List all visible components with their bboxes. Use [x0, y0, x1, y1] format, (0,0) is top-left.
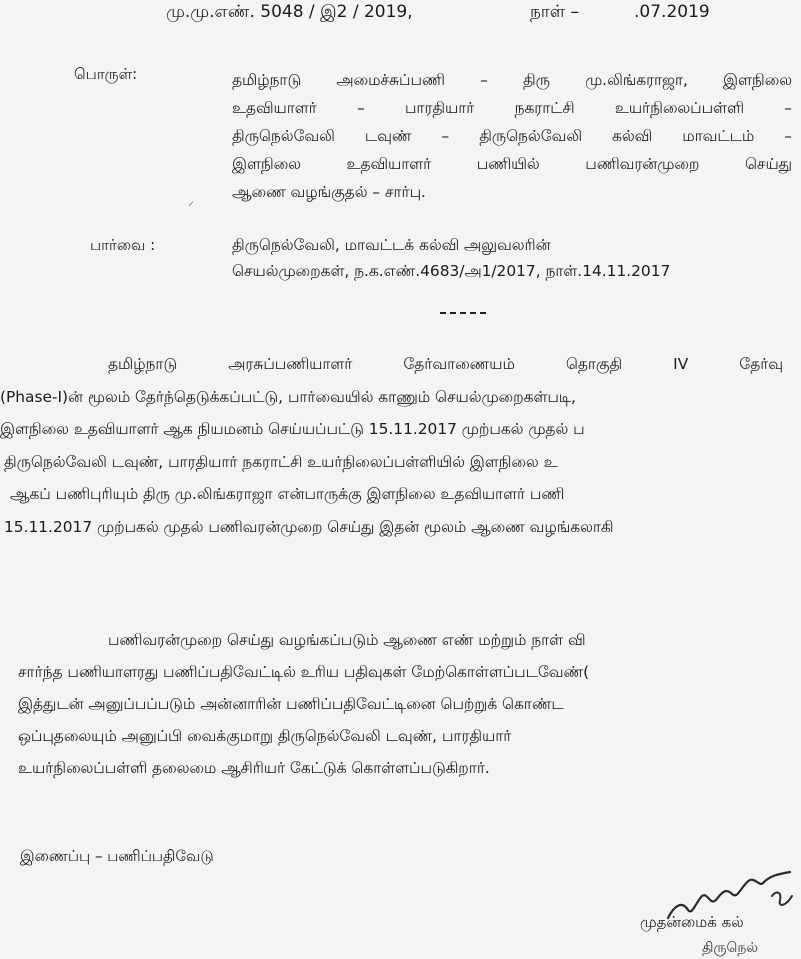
- date-label: நாள் –: [530, 2, 580, 22]
- date-value: .07.2019: [634, 2, 710, 22]
- reference-label: பார்வை :: [90, 236, 156, 254]
- body-paragraph-2: [18, 624, 801, 784]
- subject-label: பொருள்:: [74, 65, 138, 83]
- subject-line: திருநெல்வேலி டவுண் – திருநெல்வேலி கல்வி மாவட்டம் –: [232, 127, 792, 145]
- stray-pen-mark: ⸝: [188, 194, 195, 208]
- paragraph-line: திருநெல்வேலி டவுண், பாரதியார் நகராட்சி உயர்நிலைப்பள்ளியில் இளநிலை உ: [4, 452, 558, 471]
- signatory-title: முதன்மைக் கல்: [640, 913, 744, 931]
- subject-line: இளநிலை உதவியாளர் பணியில் பணிவரன்முறை செய்து: [232, 155, 792, 173]
- subject-text: [232, 66, 792, 206]
- separator-dashes: [440, 312, 486, 314]
- subject-line: உதவியாளர் – பாரதியார் நகராட்சி உயர்நிலைப்பள்ளி –: [232, 99, 792, 117]
- paragraph-line: (Phase-I)ன் மூலம் தேர்ந்தெடுக்கப்பட்டு, பார்வையில் காணும் செயல்முறைகள்படி,: [0, 387, 576, 406]
- signatory-office: திருநெல்: [702, 940, 758, 956]
- paragraph-line: சார்ந்த பணியாளரது பணிப்பதிவேட்டில் உரிய பதிவுகள் மேற்கொள்ளப்படவேண்(: [18, 663, 590, 681]
- paragraph-line: ஒப்புதலையும் அனுப்பி வைக்குமாறு திருநெல்வேலி டவுண், பாரதியார்: [18, 727, 512, 745]
- subject-line: ஆணை வழங்குதல் – சார்பு.: [232, 183, 426, 201]
- reference-line: திருநெல்வேலி, மாவட்டக் கல்வி அலுவலரின்: [232, 236, 551, 254]
- paragraph-line: தமிழ்நாடு அரசுப்பணியாளர் தேர்வாணையம் தொகுதி IV தேர்வு: [108, 355, 783, 373]
- subject-line: தமிழ்நாடு அமைச்சுப்பணி – திரு மு.லிங்கராஜா, இளநிலை: [232, 71, 792, 89]
- paragraph-line: உயர்நிலைப்பள்ளி தலைமை ஆசிரியர் கேட்டுக் கொள்ளப்படுகிறார்.: [18, 759, 490, 777]
- reference-text: [232, 232, 792, 284]
- body-paragraph-1: [0, 348, 801, 543]
- paragraph-line: 15.11.2017 முற்பகல் முதல் பணிவரன்முறை செய்து இதன் மூலம் ஆணை வழங்கலாகி: [4, 517, 614, 536]
- reference-number: மு.மு.எண். 5048 / இ2 / 2019,: [166, 2, 413, 22]
- paragraph-line: இளநிலை உதவியாளர் ஆக நியமனம் செய்யப்பட்டு 15.11.2017 முற்பகல் முதல் ப: [0, 420, 585, 438]
- paragraph-line: பணிவரன்முறை செய்து வழங்கப்படும் ஆணை எண் மற்றும் நாள் வி: [108, 631, 586, 649]
- paragraph-line: இத்துடன் அனுப்பப்படும் அன்னாரின் பணிப்பதிவேட்டினை பெற்றுக் கொண்ட: [18, 695, 564, 713]
- enclosure-note: இணைப்பு – பணிப்பதிவேடு: [20, 847, 214, 865]
- paragraph-line: ஆகப் பணிபுரியும் திரு மு.லிங்கராஜா என்பாருக்கு இளநிலை உதவியாளர் பணி: [10, 485, 565, 503]
- reference-line: செயல்முறைகள், ந.க.எண்.4683/அ1/2017, நாள்.14.11.2017: [232, 262, 671, 280]
